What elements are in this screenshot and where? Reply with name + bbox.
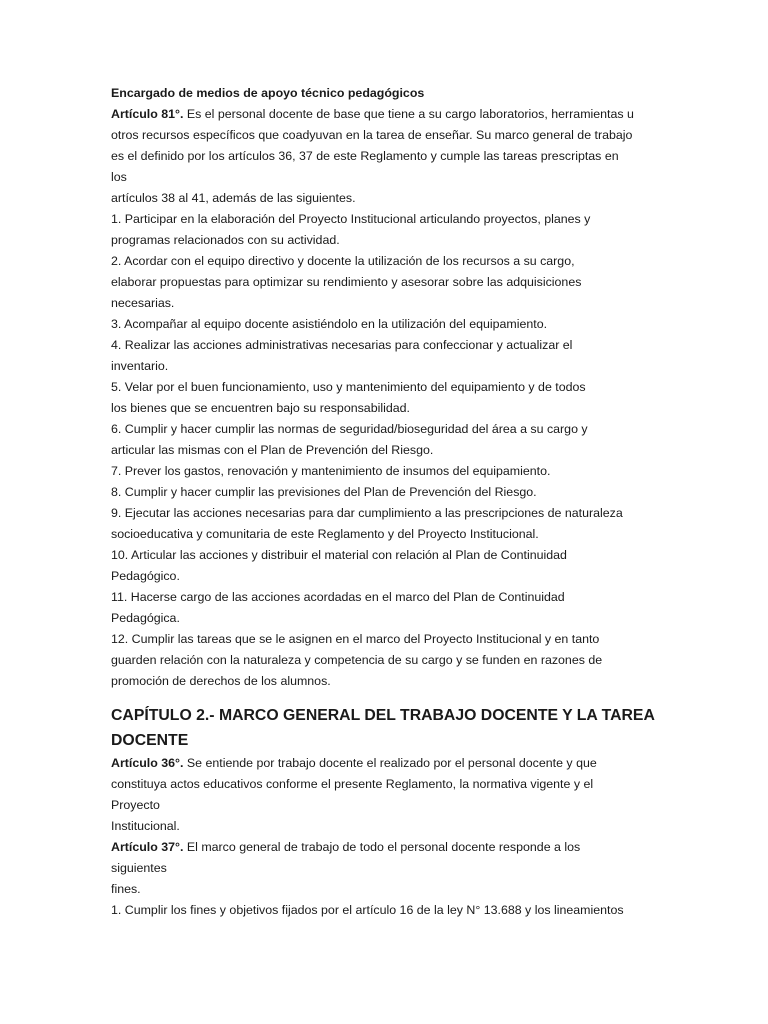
section-heading: Encargado de medios de apoyo técnico pedagógicos	[111, 86, 425, 100]
article-36-text: Se entiende por trabajo docente el realizado por el personal docente y que	[183, 756, 597, 770]
list-item-line: Pedagógica.	[111, 611, 180, 625]
list-item-line: 2. Acordar con el equipo directivo y docente la utilización de los recursos a su cargo,	[111, 254, 575, 268]
list-item-line: Pedagógico.	[111, 569, 180, 583]
list-item-line: inventario.	[111, 359, 169, 373]
list-item-line: 1. Cumplir los fines y objetivos fijados por el artículo 16 de la ley N° 13.688 y los lineamientos	[111, 903, 624, 917]
list-item-line: articular las mismas con el Plan de Prevención del Riesgo.	[111, 443, 434, 457]
list-item-line: 6. Cumplir y hacer cumplir las normas de seguridad/bioseguridad del área a su cargo y	[111, 422, 588, 436]
list-item-line: 5. Velar por el buen funcionamiento, uso y mantenimiento del equipamiento y de todos	[111, 380, 586, 394]
document-body	[111, 83, 661, 921]
list-item-line: socioeducativa y comunitaria de este Reglamento y del Proyecto Institucional.	[111, 527, 539, 541]
article-81-text: Es el personal docente de base que tiene a su cargo laboratorios, herramientas u	[183, 107, 634, 121]
article-36-label: Artículo 36°.	[111, 756, 184, 770]
list-item-line: 10. Articular las acciones y distribuir el material con relación al Plan de Continuidad	[111, 548, 567, 562]
list-item-line: 11. Hacerse cargo de las acciones acordadas en el marco del Plan de Continuidad	[111, 590, 565, 604]
list-item-line: guarden relación con la naturaleza y competencia de su cargo y se funden en razones de	[111, 653, 603, 667]
article-37-line	[111, 837, 661, 858]
chapter-title: CAPÍTULO 2.- MARCO GENERAL DEL TRABAJO DOCENTE Y LA TAREA	[111, 707, 655, 724]
article-81-line: otros recursos específicos que coadyuvan en la tarea de enseñar. Su marco general de trabajo	[111, 128, 633, 142]
article-36-line	[111, 753, 661, 774]
article-81-line	[111, 104, 661, 125]
list-item-line: 3. Acompañar al equipo docente asistiéndolo en la utilización del equipamiento.	[111, 317, 548, 331]
list-item-line: 4. Realizar las acciones administrativas necesarias para confeccionar y actualizar el	[111, 338, 573, 352]
article-37-label: Artículo 37°.	[111, 840, 184, 854]
article-37-text: El marco general de trabajo de todo el personal docente responde a los	[183, 840, 581, 854]
article-81-label: Artículo 81°.	[111, 107, 184, 121]
article-36-line: Institucional.	[111, 819, 180, 833]
article-81-line: los	[111, 170, 127, 184]
article-37-line: fines.	[111, 882, 141, 896]
list-item-line: 12. Cumplir las tareas que se le asignen en el marco del Proyecto Institucional y en tanto	[111, 632, 600, 646]
article-36-line: constituya actos educativos conforme el presente Reglamento, la normativa vigente y el	[111, 777, 594, 791]
list-item-line: 8. Cumplir y hacer cumplir las previsiones del Plan de Prevención del Riesgo.	[111, 485, 537, 499]
article-37-line: siguientes	[111, 861, 167, 875]
article-81-line: artículos 38 al 41, además de las siguientes.	[111, 191, 356, 205]
article-81-line: es el definido por los artículos 36, 37 de este Reglamento y cumple las tareas prescriptas en	[111, 149, 619, 163]
list-item-line: necesarias.	[111, 296, 175, 310]
list-item-line: elaborar propuestas para optimizar su rendimiento y asesorar sobre las adquisiciones	[111, 275, 582, 289]
list-item-line: 9. Ejecutar las acciones necesarias para dar cumplimiento a las prescripciones de naturaleza	[111, 506, 623, 520]
list-item-line: 7. Prever los gastos, renovación y mantenimiento de insumos del equipamiento.	[111, 464, 551, 478]
list-item-line: programas relacionados con su actividad.	[111, 233, 340, 247]
list-item-line: 1. Participar en la elaboración del Proyecto Institucional articulando proyectos, planes y	[111, 212, 591, 226]
chapter-title: DOCENTE	[111, 732, 189, 749]
list-item-line: promoción de derechos de los alumnos.	[111, 674, 331, 688]
list-item-line: los bienes que se encuentren bajo su responsabilidad.	[111, 401, 410, 415]
article-36-line: Proyecto	[111, 798, 160, 812]
